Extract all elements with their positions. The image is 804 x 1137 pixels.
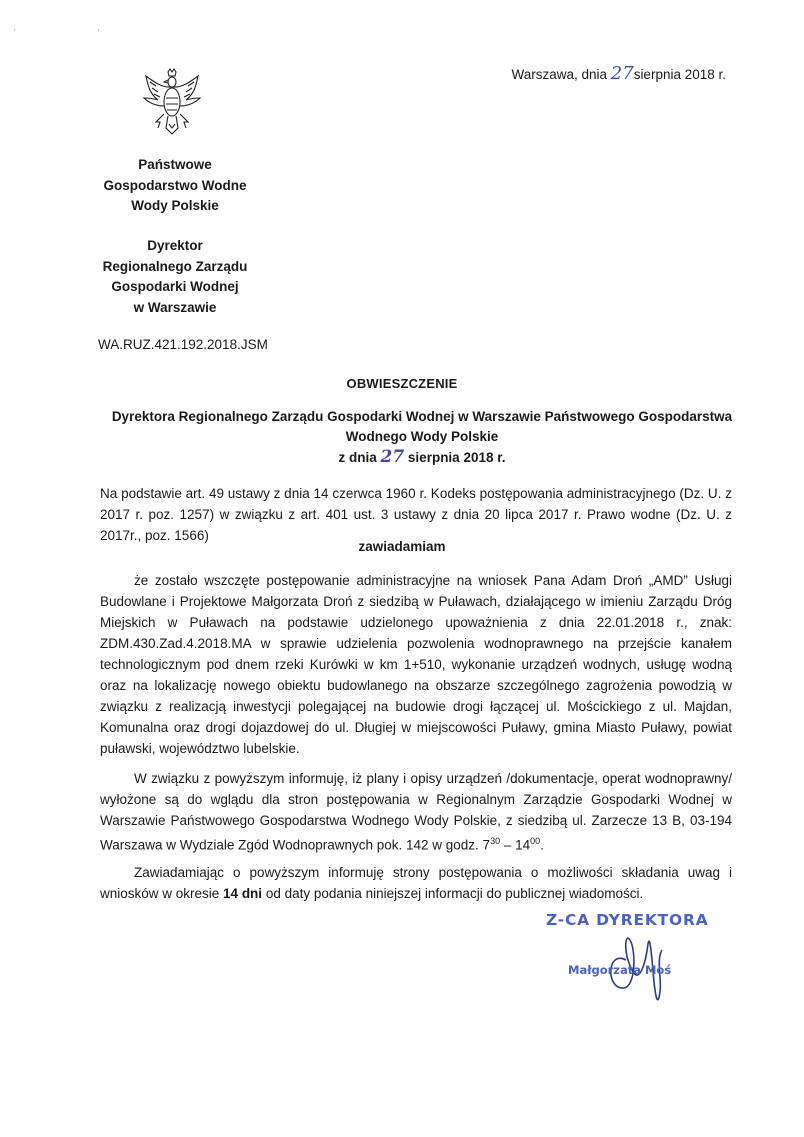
institution-line: Wody Polskie bbox=[131, 198, 219, 213]
date-suffix: sierpnia 2018 r. bbox=[633, 67, 726, 82]
signature-name-stamp: Małgorzata Moś bbox=[568, 963, 672, 977]
director-line: Regionalnego Zarządu bbox=[102, 258, 248, 274]
director-line: Gospodarki Wodnej bbox=[111, 279, 239, 294]
subheading-date-prefix: z dnia bbox=[338, 450, 381, 465]
director-line: w Warszawie bbox=[133, 299, 217, 315]
institution-line: Gospodarstwo Wodne bbox=[103, 177, 247, 193]
notice-word: zawiadamiam bbox=[358, 539, 446, 554]
director-line: Dyrektor bbox=[147, 238, 203, 253]
document-title: OBWIESZCZENIE bbox=[346, 376, 458, 391]
subheading-line-2: Wodnego Wody Polskie bbox=[345, 429, 499, 444]
date-prefix: Warszawa, dnia bbox=[511, 67, 611, 82]
paragraph-application: że zostało wszczęte postępowanie administracyjne na wniosek Pana Adam Droń „AMD” Usługi Budowlane i Projektowe Małgorzata Droń z siedzibą w Puławach, działającego w imieniu Zarządu Dróg Miejskich w Puławach na podstawie udzielonego upoważnienia z dnia 22.01.2018 r., znak: ZDM.430.Zad.4.2018.MA w sprawie udzielenia pozwolenia wodnoprawnego na przejście kanałem technologicznym pod dnem rzeki Kurówki w km 1+510, wykonanie urządzeń wodnych, usługę wodną oraz na lokalizację nowego obiektu budowlanego na obszarze szczególnego zagrożenia powodzią w związku z realizacją inwestycji polegającej na budowie drogi łączącej ul. Mościckiego z ul. Majdan, Komunalna oraz drogi dojazdowej do ul. Długiej w miejscowości Puławy, gmina Miasto Puławy, powiat puławski, województwo lubelskie. bbox=[100, 573, 732, 756]
paragraph-documents-end: . bbox=[540, 837, 544, 853]
paragraph-documents bbox=[100, 768, 732, 856]
paragraph-documents-text: W związku z powyższym informuję, iż plany i opisy urządzeń /dokumentacje, operat wodnoprawny/ wyłożone są do wglądu dla stron postępowania w Regionalnym Zarządzie Gospodarki Wodnej w Warszawie Państwowego Gospodarstwa Wodnego Wody Polskie, z siedzibą ul. Zarzecze 13 B, 03-194 Warszawa w Wydziale Zgód Wodnoprawnych pok. 142 w godz. 7 bbox=[100, 771, 732, 853]
subheading-line-1: Dyrektora Regionalnego Zarządu Gospodarki Wodnej w Warszawie Państwowego Gospodarstwa bbox=[111, 409, 733, 424]
scan-marks: ' ' bbox=[14, 28, 140, 37]
subheading-date bbox=[100, 447, 744, 468]
hours-end-minutes: 00 bbox=[530, 836, 541, 846]
document-date bbox=[511, 63, 726, 84]
polish-eagle-emblem bbox=[140, 68, 204, 136]
subheading-date-suffix: sierpnia 2018 r. bbox=[404, 450, 506, 465]
legal-basis: Na podstawie art. 49 ustawy z dnia 14 czerwca 1960 r. Kodeks postępowania administracyjnego (Dz. U. z 2017 r. poz. 1257) w związku z art. 401 ust. 3 ustawy z dnia 20 lipca 2017 r. Prawo wodne (Dz. U. z 2017r., poz. 1566) bbox=[100, 486, 732, 543]
hours-dash: – 14 bbox=[500, 837, 531, 853]
signature-title-stamp: Z-CA DYREKTORA bbox=[546, 911, 709, 929]
paragraph-comments-deadline: 14 dni bbox=[223, 886, 263, 901]
hours-start-minutes: 30 bbox=[490, 836, 501, 846]
paragraph-comments-before: Zawiadamiając o powyższym informuję strony postępowania o możliwości składania uwag i wniosków w okresie bbox=[100, 865, 732, 901]
director-block bbox=[100, 236, 250, 318]
paragraph-comments-after: od daty podania niniejszej informacji do publicznej wiadomości. bbox=[262, 886, 644, 901]
subheading-date-day-handwritten: 27 bbox=[380, 447, 405, 467]
case-reference: WA.RUZ.421.192.2018.JSM bbox=[98, 337, 268, 352]
institution-name bbox=[100, 155, 250, 217]
paragraph-comments bbox=[100, 862, 732, 904]
institution-line: Państwowe bbox=[138, 157, 212, 172]
document-subheading bbox=[100, 407, 744, 468]
date-day-handwritten: 27 bbox=[610, 63, 634, 84]
